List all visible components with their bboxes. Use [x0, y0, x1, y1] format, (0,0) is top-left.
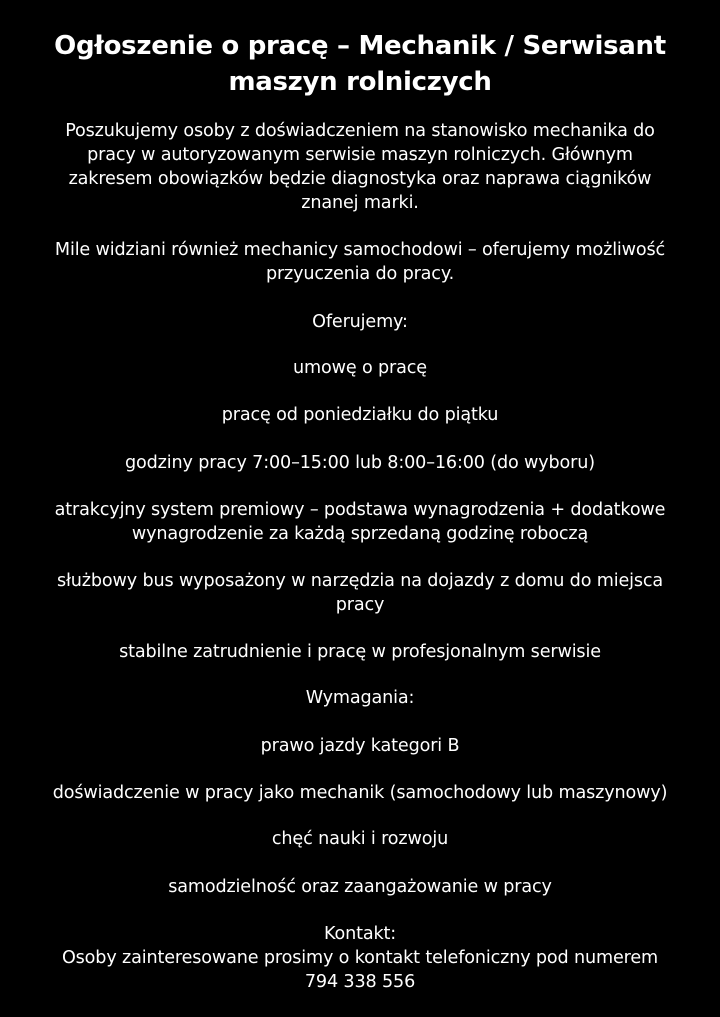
offer-item: [0, 403, 720, 427]
intro-line: Poszukujemy osoby z doświadczeniem na stanowisko mechanika do: [65, 121, 655, 141]
requirement-item-text: prawo jazdy kategori B: [260, 736, 460, 756]
welcome-line: przyuczenia do pracy.: [265, 264, 455, 284]
welcome-line: Mile widziani również mechanicy samochodowi – oferujemy możliwość: [54, 240, 666, 260]
contact-section: [0, 922, 720, 994]
offer-item: [0, 569, 720, 617]
offer-item-text: stabilne zatrudnienie i pracę w profesjonalnym serwisie: [119, 642, 601, 662]
offer-item-text: pracę od poniedziałku do piątku: [221, 405, 499, 425]
requirement-item-text: samodzielność oraz zaangażowanie w pracy: [168, 877, 552, 897]
offer-item-text: godziny pracy 7:00–15:00 lub 8:00–16:00 (do wyboru): [125, 453, 595, 473]
intro-line: pracy w autoryzowanym serwisie maszyn rolniczych. Głównym: [87, 145, 633, 165]
contact-text: Osoby zainteresowane prosimy o kontakt telefoniczny pod numerem: [61, 948, 659, 968]
offer-item-text: umowę o pracę: [293, 358, 427, 378]
title-line-1: Ogłoszenie o pracę – Mechanik / Serwisant: [54, 31, 666, 61]
intro-line: zakresem obowiązków będzie diagnostyka oraz naprawa ciągników: [68, 169, 652, 189]
requirements-heading: Wymagania:: [305, 688, 415, 708]
offer-item: [0, 451, 720, 475]
intro-paragraph: [0, 119, 720, 215]
welcome-paragraph: [0, 238, 720, 286]
requirement-item: [0, 734, 720, 758]
page-title: [0, 28, 720, 100]
offer-item-text: służbowy bus wyposażony w narzędzia na dojazdy z domu do miejsca: [56, 571, 664, 591]
offer-item-text: pracy: [335, 595, 385, 615]
offer-item: [0, 640, 720, 664]
requirement-item-text: doświadczenie w pracy jako mechanik (samochodowy lub maszynowy): [52, 783, 668, 803]
contact-phone: 794 338 556: [304, 972, 416, 992]
requirement-item: [0, 827, 720, 851]
requirement-item: [0, 781, 720, 805]
intro-line: znanej marki.: [301, 193, 419, 213]
offer-item: [0, 498, 720, 546]
title-line-2: maszyn rolniczych: [228, 67, 492, 97]
offer-item-text: atrakcyjny system premiowy – podstawa wynagrodzenia + dodatkowe: [54, 500, 666, 520]
contact-heading: Kontakt:: [323, 924, 397, 944]
offer-heading: Oferujemy:: [312, 312, 408, 332]
offer-item: [0, 356, 720, 380]
offer-item-text: wynagrodzenie za każdą sprzedaną godzinę roboczą: [131, 524, 589, 544]
requirement-item-text: chęć nauki i rozwoju: [271, 829, 449, 849]
requirement-item: [0, 875, 720, 899]
